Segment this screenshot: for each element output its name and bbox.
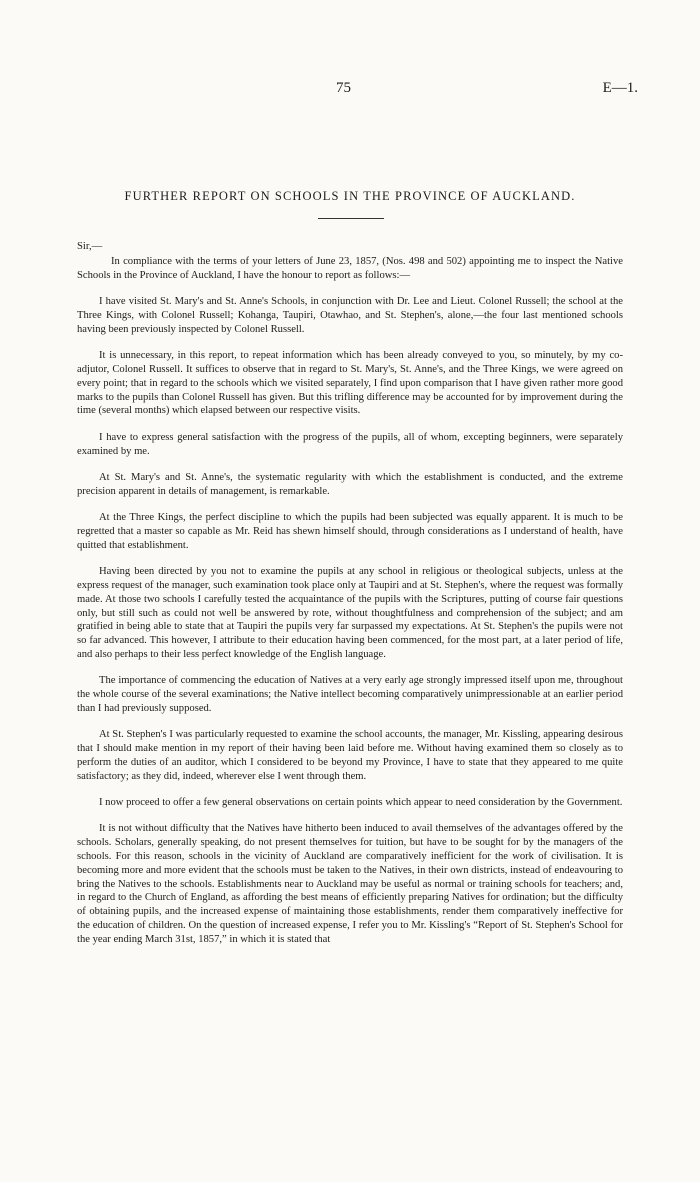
title-rule xyxy=(318,218,384,219)
paragraph-8: The importance of commencing the education of Natives at a very early age strongly impressed itself upon me, throughout the whole course of the several examinations; the Native intellect becoming comparatively unimpressionable at an earlier period than I had previously supposed. xyxy=(77,675,623,714)
paragraph-1: In compliance with the terms of your letters of June 23, 1857, (Nos. 498 and 502) appointing me to inspect the Native Schools in the Province of Auckland, I have the honour to report as follows:— xyxy=(77,256,623,281)
paragraph-11: It is not without difficulty that the Natives have hitherto been induced to avail themselves of the advantages offered by the schools. Scholars, generally speaking, do not present themselves for tuition, but have to be sought for by the managers of the schools. For this reason, schools in the vicinity of Auckland are comparatively inefficient for the work of civilisation. It is becoming more and more evident that the schools must be taken to the Natives, in their own districts, instead of endeavouring to bring the Natives to the schools. Establishments near to Auckland may be useful as normal or training schools for teachers; and, in regard to the Church of England, as affording the best means of efficiently preparing Natives for ordination; but the difficulty of obtaining pupils, and the increased expense of maintaining those establishments, render them comparatively ineffective for the education of children. On the question of increased expense, I refer you to Mr. Kissling's “Report of St. Stephen's School for the year ending March 31st, 1857,” in which it is stated that xyxy=(77,823,623,945)
paragraph-6: At the Three Kings, the perfect discipline to which the pupils had been subjected was equally apparent. It is much to be regretted that a master so capable as Mr. Reid has shewn himself should, through considerations as I understand of health, have quitted that establishment. xyxy=(77,512,623,551)
salutation: Sir,— xyxy=(77,241,103,252)
paragraph-10: I now proceed to offer a few general observations on certain points which appear to need consideration by the Government. xyxy=(99,797,623,809)
report-body xyxy=(77,239,623,959)
paragraph-4: I have to express general satisfaction with the progress of the pupils, all of whom, excepting beginners, were separately examined by me. xyxy=(77,431,623,457)
report-title: FURTHER REPORT ON SCHOOLS IN THE PROVINCE OF AUCKLAND. xyxy=(124,189,576,203)
paragraph-9: At St. Stephen's I was particularly requested to examine the school accounts, the manager, Mr. Kissling, appearing desirous that I should make mention in my report of their having been laid before me. Without having examined them so closely as to perform the duties of an auditor, which I considered to be beyond my Province, I have to state that they appeared to me quite satisfactory; as they did, indeed, wherever else I went through them. xyxy=(77,729,623,782)
paragraph-2: I have visited St. Mary's and St. Anne's Schools, in conjunction with Dr. Lee and Lieut. Colonel Russell; the school at the Three Kings, with Colonel Russell; Kohanga, Taupiri, Otawhao, and St. Stephen's, alone,—the four last mentioned schools having been previously inspected by Colonel Russell. xyxy=(77,296,623,335)
paragraph-7: Having been directed by you not to examine the pupils at any school in religious or theological subjects, unless at the express request of the manager, such examination took place only at Taupiri and at St. Stephen's, where the request was formally made. At those two schools I carefully tested the acquaintance of the pupils with the Scriptures, putting of course fair questions only, but still such as could not well be answered by rote, without thoughtfulness and comprehension of the subject; and am gratified in being able to state that at Taupiri the pupils very far surpassed my expectations. At St. Stephen's the pupils were not so far advanced. This however, I attribute to their education having been commenced, for the most part, at a later period of life, and also perhaps to their less perfect knowledge of the English language. xyxy=(77,566,623,660)
page-number: 75 xyxy=(336,80,351,96)
document-reference: E—1. xyxy=(602,80,638,96)
paragraph-3: It is unnecessary, in this report, to repeat information which has been already conveyed to you, so minutely, by my co-adjutor, Colonel Russell. It suffices to observe that in regard to St. Mary's, St. Anne's, and the Three Kings, we were agreed on every point; that in regard to the schools which we visited separately, I find upon comparison that I have given rather more good marks to the pupils than Colonel Russell has given. But this trifling difference may be accounted for by improvement during the time (several months) which elapsed between our respective visits. xyxy=(77,350,623,417)
paragraph-5: At St. Mary's and St. Anne's, the systematic regularity with which the establishment is conducted, and the extreme precision apparent in details of management, is remarkable. xyxy=(77,471,623,497)
